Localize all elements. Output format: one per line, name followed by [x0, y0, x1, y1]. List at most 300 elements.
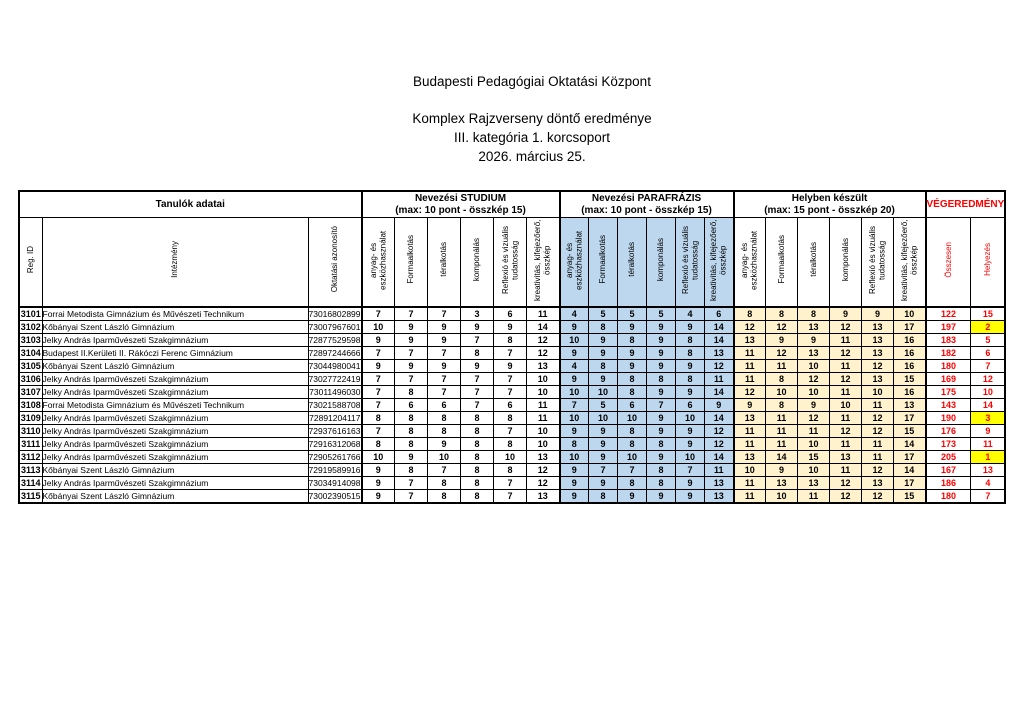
- studium-score-cell: 10: [494, 451, 527, 464]
- studium-criteria-header-1: [395, 218, 428, 308]
- parafrazis-score-cell: 13: [705, 490, 734, 504]
- studium-criteria-header-0: [362, 218, 395, 308]
- helyben-score-cell: 11: [734, 347, 766, 360]
- studium-score-cell: 7: [362, 386, 395, 399]
- parafrazis-score-cell: 9: [676, 438, 705, 451]
- studium-score-cell: 8: [395, 412, 428, 425]
- parafrazis-score-cell: 8: [647, 438, 676, 451]
- helyben-score-cell: 12: [830, 477, 862, 490]
- reg-id-cell: 3101: [20, 309, 41, 319]
- parafrazis-score-cell: 9: [589, 334, 618, 347]
- parafrazis-score-cell: 8: [618, 438, 647, 451]
- helyben-score-cell: 10: [798, 464, 830, 477]
- helyben-score-cell: 11: [830, 464, 862, 477]
- helyben-criteria-header-4: [862, 218, 894, 308]
- studium-score-cell: 8: [395, 438, 428, 451]
- studium-score-cell: 9: [362, 490, 395, 504]
- parafrazis-score-cell: 8: [647, 464, 676, 477]
- studium-score-cell: 9: [362, 464, 395, 477]
- student-id-cell: 73007967601: [308, 322, 361, 332]
- student-id-cell: 73021588708: [308, 400, 361, 410]
- student-id-cell: 72877529598: [308, 335, 361, 345]
- student-col-header-2: [308, 218, 362, 308]
- studium-score-cell: 8: [461, 477, 494, 490]
- helyben-score-cell: 11: [734, 373, 766, 386]
- parafrazis-score-cell: 8: [647, 373, 676, 386]
- parafrazis-score-cell: 9: [647, 360, 676, 373]
- helyben-score-cell: 17: [894, 477, 926, 490]
- helyben-criteria-header-5: [894, 218, 926, 308]
- helyben-score-cell: 12: [830, 490, 862, 504]
- helyben-score-cell: 13: [862, 347, 894, 360]
- parafrazis-score-cell: 9: [589, 477, 618, 490]
- institution-cell: Budapest II.Kerületi II. Rákóczi Ferenc Gimnázium: [42, 347, 308, 360]
- parafrazis-score-cell: 14: [705, 451, 734, 464]
- helyben-score-cell: 11: [766, 412, 798, 425]
- studium-criteria-header-3: [461, 218, 494, 308]
- helyben-score-cell: 12: [766, 321, 798, 334]
- parafrazis-score-cell: 9: [676, 360, 705, 373]
- reg-id-cell: 3102: [20, 322, 41, 332]
- studium-score-cell: 3: [461, 307, 494, 321]
- institution-cell: Forrai Metodista Gimnázium és Művészeti Technikum: [42, 307, 308, 321]
- parafrazis-score-cell: 9: [647, 490, 676, 504]
- studium-score-cell: 8: [428, 425, 461, 438]
- helyben-group-max: (max: 15 pont - összkép 20): [764, 204, 895, 216]
- helyben-score-cell: 10: [798, 438, 830, 451]
- reg-id-cell: 3107: [20, 387, 41, 397]
- helyben-score-cell: 11: [830, 334, 862, 347]
- helyben-score-cell: 13: [766, 477, 798, 490]
- helyben-score-cell: 12: [862, 425, 894, 438]
- studium-score-cell: 10: [362, 451, 395, 464]
- helyben-score-cell: 11: [766, 425, 798, 438]
- parafrazis-score-cell: 7: [647, 399, 676, 412]
- rank-cell: 5: [971, 334, 1005, 347]
- studium-criteria-header-5-label: kreativitás, kifejezőerő, összkép: [533, 218, 552, 301]
- studium-score-cell: 8: [461, 438, 494, 451]
- studium-score-cell: 9: [362, 334, 395, 347]
- studium-score-cell: 8: [428, 490, 461, 504]
- reg-id-cell: 3115: [20, 491, 41, 501]
- parafrazis-score-cell: 7: [618, 464, 647, 477]
- helyben-score-cell: 11: [798, 490, 830, 504]
- student-id-cell: 73016802899: [308, 309, 361, 319]
- helyben-group-header: [734, 191, 926, 218]
- date-subtitle: 2026. március 25.: [478, 149, 586, 164]
- studium-score-cell: 10: [527, 386, 560, 399]
- studium-score-cell: 8: [494, 334, 527, 347]
- parafrazis-score-cell: 9: [647, 347, 676, 360]
- reg-id-cell: 3114: [20, 478, 41, 488]
- parafrazis-score-cell: 7: [676, 464, 705, 477]
- studium-score-cell: 9: [494, 321, 527, 334]
- parafrazis-criteria-header-4-label: Reflexió és vizuális tudatosság: [680, 225, 700, 294]
- helyben-score-cell: 9: [766, 334, 798, 347]
- parafrazis-score-cell: 9: [647, 451, 676, 464]
- studium-score-cell: 7: [494, 386, 527, 399]
- helyben-score-cell: 11: [830, 360, 862, 373]
- parafrazis-score-cell: 9: [560, 425, 589, 438]
- parafrazis-score-cell: 8: [647, 477, 676, 490]
- studium-score-cell: 9: [461, 321, 494, 334]
- studium-score-cell: 6: [494, 307, 527, 321]
- studium-score-cell: 7: [362, 307, 395, 321]
- parafrazis-score-cell: 10: [676, 412, 705, 425]
- parafrazis-score-cell: 10: [560, 412, 589, 425]
- helyben-score-cell: 10: [862, 386, 894, 399]
- institution-cell: Jelky András Iparművészeti Szakgimnázium: [42, 477, 308, 490]
- reg-id-cell: 3104: [20, 348, 41, 358]
- institution-cell: Kőbányai Szent László Gimnázium: [42, 360, 308, 373]
- studium-score-cell: 8: [461, 425, 494, 438]
- parafrazis-score-cell: 9: [705, 399, 734, 412]
- parafrazis-score-cell: 9: [676, 321, 705, 334]
- parafrazis-score-cell: 9: [589, 451, 618, 464]
- studium-score-cell: 9: [428, 321, 461, 334]
- studium-score-cell: 9: [494, 360, 527, 373]
- studium-score-cell: 7: [494, 373, 527, 386]
- parafrazis-score-cell: 9: [589, 438, 618, 451]
- helyben-group-title: Helyben készült: [791, 193, 868, 204]
- helyben-score-cell: 14: [894, 464, 926, 477]
- helyben-score-cell: 12: [830, 321, 862, 334]
- helyben-score-cell: 12: [798, 412, 830, 425]
- studium-score-cell: 7: [461, 373, 494, 386]
- helyben-criteria-header-2: [798, 218, 830, 308]
- sub-header-row: [19, 218, 1005, 308]
- total-cell: 182: [926, 347, 971, 360]
- studium-score-cell: 7: [494, 425, 527, 438]
- helyben-score-cell: 13: [798, 321, 830, 334]
- student-id-cell: 73011496030: [309, 387, 361, 397]
- studium-score-cell: 7: [395, 347, 428, 360]
- studium-score-cell: 13: [527, 490, 560, 504]
- helyben-score-cell: 10: [766, 490, 798, 504]
- helyben-score-cell: 12: [830, 373, 862, 386]
- parafrazis-score-cell: 8: [589, 321, 618, 334]
- student-id-cell: 72891204117: [309, 413, 361, 423]
- parafrazis-score-cell: 11: [705, 464, 734, 477]
- parafrazis-score-cell: 9: [589, 373, 618, 386]
- parafrazis-score-cell: 6: [676, 399, 705, 412]
- helyben-score-cell: 10: [894, 307, 926, 321]
- parafrazis-score-cell: 10: [560, 451, 589, 464]
- studium-score-cell: 7: [428, 464, 461, 477]
- student-col-header-1: [42, 218, 308, 308]
- institution-cell: Jelky András Iparművészeti Szakgimnázium: [42, 334, 308, 347]
- reg-id-cell: 3111: [19, 438, 42, 451]
- table-row: [19, 464, 1005, 477]
- helyben-criteria-header-5-label: kreativitás, kifejezőerő, összkép: [899, 218, 919, 301]
- parafrazis-score-cell: 8: [618, 334, 647, 347]
- helyben-score-cell: 8: [798, 307, 830, 321]
- total-cell: 186: [926, 477, 971, 490]
- helyben-score-cell: 16: [894, 360, 926, 373]
- parafrazis-score-cell: 9: [676, 490, 705, 504]
- rank-cell: 13: [971, 464, 1005, 477]
- competition-title: Komplex Rajzverseny döntő eredménye: [412, 111, 652, 126]
- helyben-score-cell: 13: [734, 334, 766, 347]
- table-row: [19, 399, 1005, 412]
- total-cell: 167: [926, 464, 971, 477]
- total-cell: 197: [926, 321, 971, 334]
- studium-score-cell: 8: [395, 464, 428, 477]
- helyben-criteria-header-1-label: Formaalkotás: [776, 235, 786, 284]
- student-col-header-0-label: Reg. ID: [26, 245, 35, 274]
- studium-score-cell: 8: [395, 386, 428, 399]
- parafrazis-score-cell: 5: [618, 307, 647, 321]
- studium-score-cell: 9: [395, 334, 428, 347]
- parafrazis-score-cell: 8: [618, 425, 647, 438]
- reg-id-cell: 3106: [20, 374, 41, 384]
- institution-cell: Jelky András Iparművészeti Szakgimnázium: [42, 438, 308, 451]
- helyben-score-cell: 11: [734, 438, 766, 451]
- parafrazis-score-cell: 8: [589, 360, 618, 373]
- parafrazis-score-cell: 9: [560, 347, 589, 360]
- parafrazis-score-cell: 4: [560, 360, 589, 373]
- helyben-score-cell: 10: [830, 399, 862, 412]
- student-id-cell: 72937616163: [308, 426, 361, 436]
- studium-score-cell: 8: [428, 477, 461, 490]
- rank-cell: 15: [971, 307, 1005, 321]
- student-id-cell: 73027722419: [308, 374, 361, 384]
- helyben-score-cell: 15: [894, 490, 926, 504]
- studium-score-cell: 8: [494, 438, 527, 451]
- total-cell: 176: [926, 425, 971, 438]
- helyben-score-cell: 8: [766, 399, 798, 412]
- parafrazis-score-cell: 9: [589, 425, 618, 438]
- parafrazis-score-cell: 8: [618, 386, 647, 399]
- helyben-score-cell: 17: [894, 321, 926, 334]
- institution-cell: Forrai Metodista Gimnázium és Művészeti Technikum: [42, 399, 308, 412]
- total-cell: 173: [926, 438, 971, 451]
- studium-score-cell: 6: [428, 399, 461, 412]
- parafrazis-criteria-header-0: [560, 218, 589, 308]
- helyben-score-cell: 14: [894, 438, 926, 451]
- studium-score-cell: 7: [461, 399, 494, 412]
- studium-criteria-header-4: [494, 218, 527, 308]
- institution-cell: Kőbányai Szent László Gimnázium: [42, 464, 308, 477]
- studium-score-cell: 14: [527, 321, 560, 334]
- helyben-score-cell: 12: [862, 464, 894, 477]
- reg-id-cell: 3103: [20, 335, 41, 345]
- helyben-score-cell: 13: [862, 334, 894, 347]
- studium-criteria-header-5: [527, 218, 560, 308]
- parafrazis-score-cell: 9: [647, 321, 676, 334]
- final-group-header: [926, 191, 1006, 218]
- helyben-score-cell: 9: [798, 399, 830, 412]
- parafrazis-score-cell: 8: [618, 373, 647, 386]
- studium-score-cell: 7: [428, 347, 461, 360]
- final-col-header-0: [926, 218, 971, 308]
- parafrazis-group-max: (max: 10 pont - összkép 15): [581, 204, 712, 216]
- helyben-score-cell: 11: [734, 477, 766, 490]
- helyben-criteria-header-1: [766, 218, 798, 308]
- parafrazis-score-cell: 9: [560, 490, 589, 504]
- studium-score-cell: 7: [428, 307, 461, 321]
- rank-cell: 7: [971, 360, 1005, 373]
- rank-cell: 6: [971, 347, 1005, 360]
- parafrazis-score-cell: 10: [589, 386, 618, 399]
- table-row: [19, 477, 1005, 490]
- studium-score-cell: 10: [362, 321, 395, 334]
- studium-group-title: Nevezési STUDIUM: [414, 193, 507, 204]
- student-id-cell: 73002390515: [308, 491, 361, 501]
- helyben-score-cell: 11: [766, 438, 798, 451]
- helyben-score-cell: 11: [830, 412, 862, 425]
- studium-score-cell: 9: [428, 360, 461, 373]
- parafrazis-score-cell: 8: [676, 334, 705, 347]
- student-id-cell: 72919589916: [308, 465, 361, 475]
- parafrazis-criteria-header-2-label: téralkotás: [627, 242, 637, 277]
- student-col-header-2-label: Oktatási azonosító: [329, 226, 339, 293]
- institution-cell: Jelky András Iparművészeti Szakgimnázium: [42, 412, 308, 425]
- student-id-cell: 72905261766: [308, 452, 361, 462]
- studium-criteria-header-3-label: komponálás: [472, 237, 482, 282]
- student-id-cell: 73034914098: [308, 478, 361, 488]
- helyben-score-cell: 9: [798, 334, 830, 347]
- studium-score-cell: 7: [362, 425, 395, 438]
- studium-score-cell: 9: [395, 451, 428, 464]
- helyben-score-cell: 10: [766, 386, 798, 399]
- student-col-header-1-label: Intézmény: [170, 241, 180, 278]
- total-cell: 183: [926, 334, 971, 347]
- parafrazis-score-cell: 9: [618, 347, 647, 360]
- parafrazis-score-cell: 4: [676, 307, 705, 321]
- group-header-row: [19, 191, 1005, 218]
- parafrazis-score-cell: 14: [705, 334, 734, 347]
- rank-cell: 4: [971, 477, 1005, 490]
- studium-score-cell: 8: [362, 438, 395, 451]
- studium-group-max: (max: 10 pont - összkép 15): [395, 204, 526, 216]
- helyben-criteria-header-3: [830, 218, 862, 308]
- parafrazis-score-cell: 13: [705, 347, 734, 360]
- parafrazis-score-cell: 9: [676, 386, 705, 399]
- helyben-score-cell: 13: [734, 412, 766, 425]
- parafrazis-score-cell: 4: [560, 307, 589, 321]
- helyben-criteria-header-0: [734, 218, 766, 308]
- studium-score-cell: 7: [461, 334, 494, 347]
- studium-score-cell: 7: [395, 373, 428, 386]
- parafrazis-score-cell: 9: [560, 464, 589, 477]
- helyben-score-cell: 15: [894, 373, 926, 386]
- studium-score-cell: 11: [527, 307, 560, 321]
- parafrazis-score-cell: 10: [560, 334, 589, 347]
- studium-score-cell: 7: [395, 477, 428, 490]
- parafrazis-score-cell: 9: [618, 360, 647, 373]
- helyben-score-cell: 13: [830, 451, 862, 464]
- studium-criteria-header-2: [428, 218, 461, 308]
- parafrazis-score-cell: 9: [647, 412, 676, 425]
- studium-score-cell: 10: [527, 425, 560, 438]
- parafrazis-score-cell: 9: [560, 373, 589, 386]
- parafrazis-score-cell: 8: [676, 347, 705, 360]
- parafrazis-criteria-header-1-label: Formaalkotás: [598, 235, 608, 284]
- studium-score-cell: 13: [527, 451, 560, 464]
- parafrazis-score-cell: 14: [705, 412, 734, 425]
- helyben-criteria-header-0-label: anyag- és eszközhasználat: [740, 229, 759, 290]
- studium-score-cell: 7: [494, 490, 527, 504]
- parafrazis-criteria-header-3: [647, 218, 676, 308]
- studium-score-cell: 13: [527, 360, 560, 373]
- helyben-score-cell: 11: [862, 399, 894, 412]
- total-cell: 190: [926, 412, 971, 425]
- parafrazis-score-cell: 6: [618, 399, 647, 412]
- table-row: [19, 307, 1005, 321]
- parafrazis-score-cell: 13: [705, 477, 734, 490]
- parafrazis-score-cell: 5: [589, 399, 618, 412]
- parafrazis-criteria-header-0-label: anyag- és eszközhasználat: [564, 229, 584, 290]
- studium-score-cell: 9: [395, 321, 428, 334]
- results-table: [18, 190, 1006, 504]
- parafrazis-score-cell: 14: [705, 386, 734, 399]
- table-row: [19, 321, 1005, 334]
- studium-score-cell: 12: [527, 334, 560, 347]
- rank-cell: 2: [971, 321, 1005, 334]
- reg-id-cell: 3112: [20, 452, 41, 462]
- parafrazis-criteria-header-4: [676, 218, 705, 308]
- parafrazis-score-cell: 8: [560, 438, 589, 451]
- parafrazis-score-cell: 5: [647, 307, 676, 321]
- studium-score-cell: 9: [428, 334, 461, 347]
- studium-score-cell: 7: [461, 386, 494, 399]
- parafrazis-score-cell: 14: [705, 321, 734, 334]
- helyben-criteria-header-2-label: téralkotás: [808, 242, 818, 277]
- total-cell: 122: [926, 307, 971, 321]
- total-cell: 175: [926, 386, 971, 399]
- helyben-score-cell: 8: [734, 307, 766, 321]
- final-group-label: VÉGEREDMÉNY: [926, 198, 1005, 210]
- studium-score-cell: 8: [494, 412, 527, 425]
- helyben-score-cell: 15: [798, 451, 830, 464]
- studium-score-cell: 11: [527, 412, 560, 425]
- helyben-score-cell: 10: [798, 360, 830, 373]
- parafrazis-score-cell: 7: [560, 399, 589, 412]
- reg-id-cell: 3108: [20, 400, 41, 410]
- table-row: [19, 425, 1005, 438]
- student-id-cell: 72897244666: [308, 348, 361, 358]
- table-row: [19, 386, 1005, 399]
- helyben-score-cell: 12: [862, 490, 894, 504]
- studium-score-cell: 9: [461, 360, 494, 373]
- studium-score-cell: 8: [428, 412, 461, 425]
- parafrazis-score-cell: 7: [589, 464, 618, 477]
- reg-id-cell: 3113: [20, 465, 41, 475]
- studium-score-cell: 7: [362, 399, 395, 412]
- total-cell: 143: [926, 399, 971, 412]
- parafrazis-score-cell: 12: [705, 425, 734, 438]
- helyben-score-cell: 11: [766, 360, 798, 373]
- rank-cell: 7: [971, 490, 1005, 504]
- parafrazis-score-cell: 9: [647, 386, 676, 399]
- studium-score-cell: 12: [527, 464, 560, 477]
- institution-cell: Jelky András Iparművészeti Szakgimnázium: [42, 386, 308, 399]
- studium-score-cell: 7: [494, 347, 527, 360]
- helyben-score-cell: 12: [734, 386, 766, 399]
- helyben-score-cell: 17: [894, 451, 926, 464]
- table-row: [19, 451, 1005, 464]
- institution-cell: Jelky András Iparművészeti Szakgimnázium: [42, 451, 308, 464]
- parafrazis-score-cell: 8: [618, 477, 647, 490]
- studium-score-cell: 8: [461, 464, 494, 477]
- helyben-score-cell: 9: [862, 307, 894, 321]
- rank-cell: 3: [971, 412, 1005, 425]
- studium-criteria-header-1-label: Formaalkotás: [406, 235, 416, 284]
- studium-score-cell: 7: [494, 477, 527, 490]
- helyben-score-cell: 16: [894, 347, 926, 360]
- studium-score-cell: 7: [362, 347, 395, 360]
